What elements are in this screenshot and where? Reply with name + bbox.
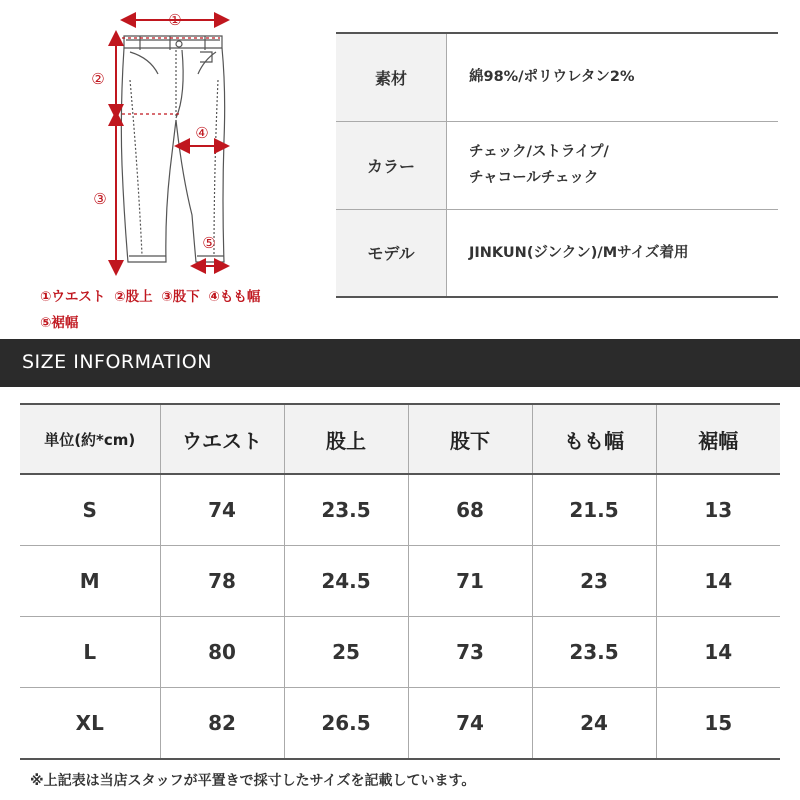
footnote: ※上記表は当店スタッフが平置きで採寸したサイズを記載しています。 <box>30 773 476 789</box>
spec-label: モデル <box>336 209 447 297</box>
spec-value <box>447 33 779 121</box>
measurement-cell: 24 <box>532 688 656 760</box>
marker-thigh: ④ <box>195 124 209 142</box>
spec-row-material <box>336 33 778 121</box>
section-title: SIZE INFORMATION <box>22 351 212 373</box>
measurement-cell: 68 <box>408 474 532 546</box>
measurement-cell: 82 <box>160 688 284 760</box>
measurement-lines <box>116 20 222 268</box>
measurement-cell: 73 <box>408 617 532 688</box>
size-table-header-cell: 裾幅 <box>656 404 780 474</box>
marker-hem: ⑤ <box>202 234 216 252</box>
measurement-cell: 74 <box>160 474 284 546</box>
size-label-cell: XL <box>20 688 160 760</box>
size-table-header-row <box>20 404 780 474</box>
legend-hem: ⑤裾幅 <box>40 315 79 331</box>
size-label-cell: L <box>20 617 160 688</box>
measurement-cell: 15 <box>656 688 780 760</box>
size-table-header-cell: 股上 <box>284 404 408 474</box>
marker-rise: ② <box>91 70 105 88</box>
measurement-cell: 23 <box>532 546 656 617</box>
pants-measurement-diagram <box>0 0 320 340</box>
product-spec-table <box>336 32 778 298</box>
legend-inseam: ③股下 <box>161 289 200 305</box>
measurement-cell: 80 <box>160 617 284 688</box>
legend-thigh: ④もも幅 <box>208 289 261 305</box>
legend-rise: ②股上 <box>114 289 153 305</box>
measurement-cell: 14 <box>656 617 780 688</box>
measurement-cell: 74 <box>408 688 532 760</box>
size-table <box>20 403 780 760</box>
pants-outline <box>121 36 224 262</box>
measurement-legend-row-2 <box>40 311 82 331</box>
measurement-legend-row-1 <box>40 285 264 305</box>
size-table-header-cell: 単位(約*cm) <box>20 404 160 474</box>
measurement-cell: 13 <box>656 474 780 546</box>
table-row <box>20 474 780 546</box>
spec-row-color <box>336 121 778 209</box>
size-table-header-cell: ウエスト <box>160 404 284 474</box>
legend-waist: ①ウエスト <box>40 289 106 305</box>
size-table-header-cell: もも幅 <box>532 404 656 474</box>
spec-line: JINKUN(ジンクン)/Mサイズ着用 <box>469 244 689 261</box>
measurement-cell: 24.5 <box>284 546 408 617</box>
size-table-body <box>20 474 780 759</box>
spec-value <box>447 209 779 297</box>
size-table-header-cell: 股下 <box>408 404 532 474</box>
measurement-markers <box>91 11 215 252</box>
measurement-cell: 23.5 <box>532 617 656 688</box>
spec-value <box>447 121 779 209</box>
table-row <box>20 688 780 760</box>
measurement-cell: 21.5 <box>532 474 656 546</box>
size-label-cell: S <box>20 474 160 546</box>
measurement-cell: 14 <box>656 546 780 617</box>
spec-line: 綿98%/ポリウレタン2% <box>469 69 635 86</box>
marker-waist: ① <box>168 11 182 29</box>
table-row <box>20 546 780 617</box>
spec-label: カラー <box>336 121 447 209</box>
measurement-cell: 78 <box>160 546 284 617</box>
spec-row-model <box>336 209 778 297</box>
marker-inseam: ③ <box>93 190 107 208</box>
section-header-bar <box>0 339 800 387</box>
measurement-cell: 71 <box>408 546 532 617</box>
table-row <box>20 617 780 688</box>
spec-line: チェック/ストライプ/ <box>469 144 609 160</box>
measurement-cell: 26.5 <box>284 688 408 760</box>
spec-label: 素材 <box>336 33 447 121</box>
pants-illustration <box>0 0 320 280</box>
measurement-cell: 23.5 <box>284 474 408 546</box>
measurement-cell: 25 <box>284 617 408 688</box>
spec-line: チャコールチェック <box>469 170 599 186</box>
size-label-cell: M <box>20 546 160 617</box>
